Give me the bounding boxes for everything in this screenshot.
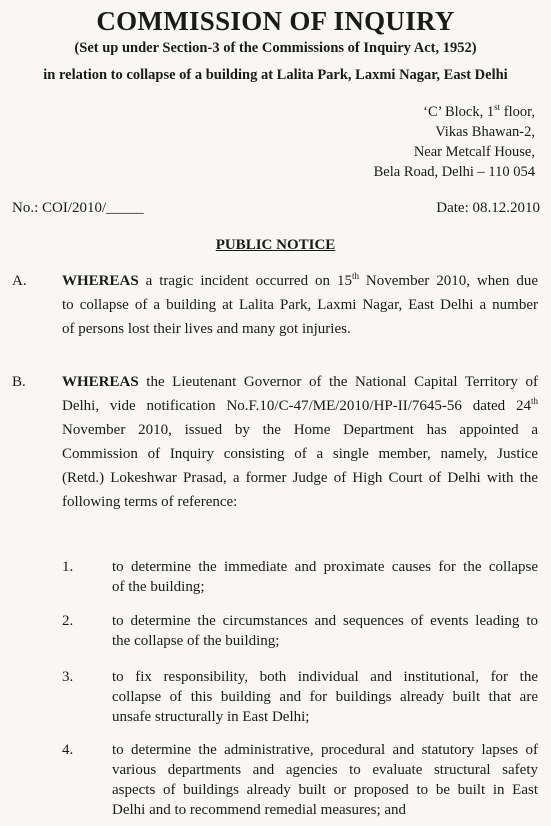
term-line: unsafe structurally in East Delhi;: [112, 709, 310, 725]
paragraph-b-line-2-sup: th: [530, 396, 538, 406]
paragraph-b-line-1: [62, 370, 538, 394]
term-4: [62, 740, 538, 820]
reference-number: No.: COI/2010/_____: [12, 200, 144, 216]
paragraph-a-line-1-sup: th: [351, 271, 359, 281]
paragraph-a-line-1: [62, 269, 538, 293]
term-text: [112, 740, 538, 820]
paragraph-a-line-2: to collapse of a building at Lalita Park, Laxmi Nagar, East Delhi a number: [62, 297, 538, 313]
notice-heading-text: PUBLIC NOTICE: [215, 237, 336, 253]
address-line-1-text: ‘C’ Block, 1: [423, 104, 495, 120]
address-line-3: Near Metcalf House,: [413, 144, 535, 160]
paragraph-b-body: [62, 370, 538, 514]
paragraph-b-line-2-text: Delhi, vide notification No.F.10/C-47/ME/2010/HP-II/7645-56 dated 24: [62, 398, 531, 414]
paragraph-b-whereas: WHEREAS: [62, 374, 139, 390]
paragraph-b-line-3: November 2010, issued by the Home Department has appointed a: [62, 422, 538, 438]
paragraph-b-mark: B.: [12, 374, 26, 390]
term-2: [62, 611, 538, 651]
term-line: of the building;: [112, 579, 205, 595]
paragraph-b-line-5: (Retd.) Lokeshwar Prasad, a former Judge of High Court of Delhi with the: [62, 470, 538, 486]
term-number: 4.: [62, 742, 74, 758]
term-line: to determine the administrative, procedural and statutory lapses of: [112, 742, 538, 758]
term-line: to fix responsibility, both individual and institutional, for the: [112, 669, 538, 685]
paragraph-b-line-4: Commission of Inquiry consisting of a single member, namely, Justice: [62, 446, 538, 462]
term-text: [112, 557, 538, 597]
term-text: [112, 667, 538, 727]
term-text: [112, 611, 538, 651]
notice-date: Date: 08.12.2010: [436, 200, 540, 216]
paragraph-a-body: [62, 269, 538, 341]
paragraph-b-line-2: [62, 394, 538, 418]
term-line: aspects of buildings already built or proposed to be built in East: [112, 782, 538, 798]
commission-title: COMMISSION OF INQUIRY: [96, 6, 455, 36]
notice-heading: [0, 237, 551, 254]
paragraph-a-whereas: WHEREAS: [62, 273, 139, 289]
term-line: Delhi and to recommend remedial measures; and: [112, 802, 407, 818]
address-line-1-sup: st: [494, 102, 501, 113]
term-line: collapse of this building and for buildings already built that are: [112, 689, 538, 705]
term-line: to determine the immediate and proximate causes for the collapse: [112, 559, 538, 575]
inquiry-relation: in relation to collapse of a building at Lalita Park, Laxmi Nagar, East Delhi: [43, 67, 508, 83]
address-line-2: Vikas Bhawan-2,: [435, 124, 535, 140]
address-line-4: Bela Road, Delhi – 110 054: [373, 164, 535, 180]
address-line-1: [374, 102, 535, 122]
reference-line: [12, 200, 540, 217]
term-line: various departments and agencies to evaluate structural safety: [112, 762, 538, 778]
term-3: [62, 667, 538, 727]
address-line-1-tail: floor,: [500, 104, 535, 120]
office-address: [374, 102, 535, 182]
paragraph-a-line-1-text: a tragic incident occurred on 15: [138, 273, 352, 289]
paragraph-a-line-3: of persons lost their lives and many got injuries.: [62, 321, 351, 337]
paragraph-a-mark: A.: [12, 273, 27, 289]
term-line: to determine the circumstances and sequences of events leading to: [112, 613, 538, 629]
term-number: 1.: [62, 559, 74, 575]
commission-subtitle: (Set up under Section-3 of the Commissions of Inquiry Act, 1952): [74, 40, 477, 56]
paragraph-b-line-1-text: the Lieutenant Governor of the National Capital Territory of: [138, 374, 538, 390]
paragraph-a: [12, 269, 538, 341]
paragraph-b-line-6: following terms of reference:: [62, 494, 238, 510]
term-number: 3.: [62, 669, 74, 685]
paragraph-a-line-1-tail: November 2010, when due: [358, 273, 538, 289]
term-number: 2.: [62, 613, 74, 629]
paragraph-b: [12, 370, 538, 514]
term-line: the collapse of the building;: [112, 633, 280, 649]
term-1: [62, 557, 538, 597]
